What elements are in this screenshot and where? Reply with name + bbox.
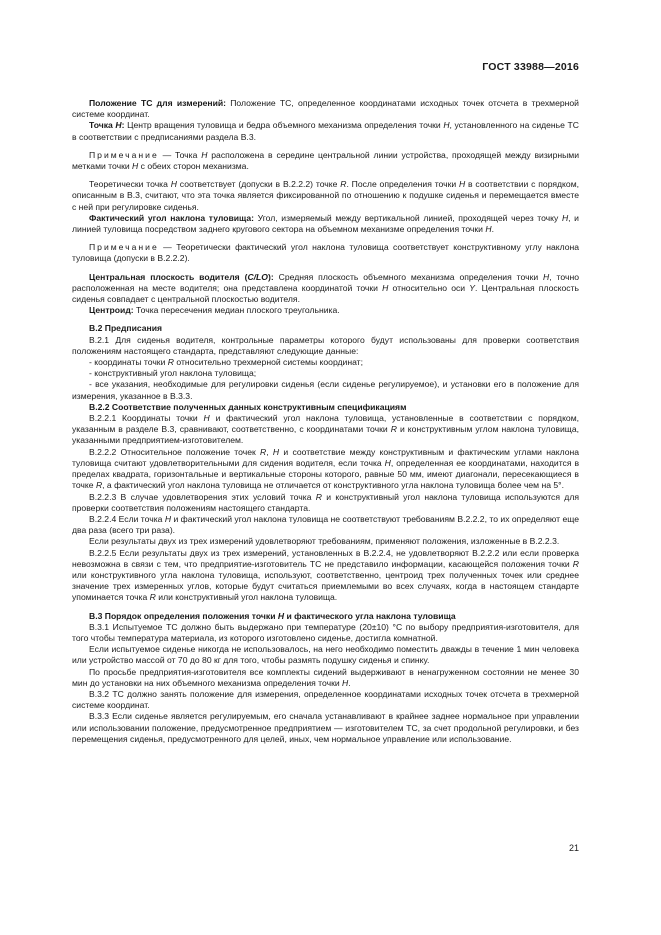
paragraph-b3-2 (72, 689, 579, 711)
text-run: Центроид: (89, 305, 134, 316)
text-run: Центр вращения туловища и бедра объемного механизма определения точки (124, 120, 444, 131)
text-run: H (164, 513, 172, 524)
text-run: : (121, 120, 125, 131)
text-run: Точка пересечения медиан плоского треугольника. (133, 305, 340, 316)
text-run: Y (469, 282, 476, 293)
text-run: R (390, 424, 397, 435)
paragraph-b2-2-3 (72, 492, 579, 514)
definition-actual-torso-angle (72, 213, 579, 235)
text-run: Примечание (89, 149, 159, 160)
text-run: соответствует (допуски в В.2.2.2) точке (176, 179, 341, 190)
paragraph-b2-1 (72, 335, 579, 357)
text-run: - все указания, необходимые для регулировки сиденья (если сиденье регулируемое), и установки его в положение для измерения, указанное в В.3.3. (72, 379, 579, 401)
text-run: . После определения точки (346, 179, 459, 190)
text-run: R (340, 179, 347, 190)
text-run: R (315, 491, 322, 502)
section-heading-b2-2 (72, 402, 579, 413)
text-run: относительно оси (388, 282, 470, 293)
text-run: , а фактический угол наклона туловища не отличается от конструктивного угла наклона туловища более чем на 5°. (102, 480, 564, 491)
text-run: Центральная плоскость водителя ( (89, 271, 248, 282)
text-run: H (443, 120, 450, 131)
text-run: и фактического угла наклона туловища (284, 610, 456, 621)
text-run: и фактический угол наклона туловища не соответствуют требованиям В.2.2.2, то их определяют еще два раза (всего три раза). (72, 513, 580, 536)
definition-centroid (72, 305, 579, 316)
text-run: В.2.1 Для сиденья водителя, контрольные параметры которого будут использованы для проверки соответствия положениям настоящего стандарта, представляют следующие данные: (72, 334, 579, 356)
paragraph-b3-1-seat-use (72, 644, 579, 666)
text-run: В.3 Порядок определения положения точки (89, 610, 278, 621)
paragraph-b2-2-4 (72, 514, 579, 536)
paragraph-b2-2-1 (72, 413, 579, 447)
text-run: R (572, 558, 579, 569)
text-run: . (491, 224, 494, 235)
page-header-standard: ГОСТ 33988—2016 (482, 61, 579, 73)
list-item-design-angle (72, 368, 579, 379)
text-run: H (277, 610, 285, 621)
note-point-h (72, 150, 579, 172)
text-run: R (149, 592, 156, 603)
text-run: H (201, 149, 208, 160)
text-run: — Теоретически фактический угол наклона туловища соответствует конструктивному углу наклона туловища (допуски в В.2.2.2). (72, 242, 579, 264)
text-run: В.3.1 Испытуемое ТС должно быть выдержано при температуре (20±10) °С по выбору предприятия-изготовителя, для того чтобы температура материала, из которого изготовлено сиденье, достигла комнатной. (72, 621, 579, 643)
text-run: Теоретически точка (89, 179, 171, 190)
text-run: Положение ТС, определенное координатами исходных точек отсчета в трехмерной системе координат. (72, 98, 579, 120)
text-run: В.2.2 Соответствие полученных данных конструктивным спецификациям (89, 401, 407, 412)
text-run: Если испытуемое сиденье никогда не использовалось, на него необходимо поместить дважды в течение 1 мин человека или устройство массой от 70 до 80 кг для того, чтобы размять подушку сиденья и спинку. (72, 644, 579, 666)
text-run: с обеих сторон механизма. (138, 161, 249, 172)
text-run: H (382, 282, 389, 293)
text-run: В.2.2.2 Относительное положение точек (89, 446, 261, 457)
text-run: . (348, 677, 351, 688)
text-run: и конструктивным углом наклона туловища, указанными предприятием-изготовителем. (72, 424, 579, 446)
text-run: Если результаты двух из трех измерений удовлетворяют требованиям, применяют положения, изложенные в В.2.2.3. (89, 536, 560, 547)
text-run: в соответствии с порядком, описанным в В.3, считают, что эта точка является фиксированной по отношению к подушке сиденья и перемещается вместе с ней при регулировке сиденья. (72, 179, 579, 212)
text-run: Средняя плоскость объемного механизма определения точки (273, 271, 544, 282)
text-run: H (203, 413, 210, 424)
text-run: , и линией туловища посредством заднего кругового сектора на объемном механизме определения точки (72, 212, 579, 235)
text-run: H (458, 179, 466, 190)
text-run: Примечание (89, 242, 159, 253)
paragraph-theoretical-point (72, 179, 579, 213)
text-run: C/LO (247, 271, 268, 282)
text-run: или конструктивного угла наклона туловища, используют, соответственно, центроид трех полученных точек или среднее значение трех измеренных углов, которые будут считаться приемлемыми во всех случаях, когда в настоящем стандарте упоминается точка (72, 569, 579, 603)
text-run: ): (267, 271, 274, 282)
paragraph-b2-2-5 (72, 548, 579, 604)
text-run: расположена в середине центральной линии устройства, проходящей между визирными метками точки (72, 149, 579, 172)
text-run: В.2.2.5 Если результаты двух из трех измерений, установленных в В.2.2.4, не удовлетворяют В.2.2.2 или если проверка невозможна в связи с тем, что предприятие-изготовитель ТС не представило информации, касающейся положения точки (72, 547, 579, 569)
text-run: H (170, 179, 177, 190)
text-run: В.2 Предписания (89, 323, 163, 334)
text-run: H (115, 120, 122, 131)
definition-measurement-position (72, 98, 579, 120)
paragraph-b3-1 (72, 622, 579, 644)
list-item-r-coordinates (72, 357, 579, 368)
text-run: По просьбе предприятия-изготовителя все комплекты сидений выдерживают в ненагруженном состоянии не менее 30 мин до установки на них объемного механизма определения точки (72, 666, 579, 688)
text-run: , определенная ее координатами, находится в пределах квадрата, горизонтальные и вертикальные стороны которого, равные 50 мм, имеют диагонали, пересекающиеся в точке (72, 457, 580, 491)
text-run: Угол, измеряемый между вертикальной линией, проходящей через точку (254, 212, 562, 223)
text-run: или конструктивный угол наклона туловища. (155, 592, 338, 603)
text-run: , (266, 446, 273, 457)
text-run: , точно расположенная на месте водителя; она представлена координатой точки (72, 271, 579, 293)
text-run: и фактический угол наклона туловища, установленные в соответствии с порядком, указанным в разделе В.3, сравнивают, соответственно, с координатами точки (72, 413, 580, 435)
page-number: 21 (568, 843, 579, 853)
text-run: H (485, 224, 492, 235)
text-run: R (95, 480, 103, 491)
text-run: R (167, 357, 174, 368)
section-heading-b3 (72, 611, 579, 622)
definition-point-h (72, 120, 579, 142)
note-torso-angle (72, 242, 579, 264)
text-run: В.2.2.1 Координаты точки (89, 413, 204, 424)
text-run: H (543, 271, 550, 282)
text-run: В.3.2 ТС должно занять положение для измерения, определенное координатами исходных точек отсчета в трехмерной системе координат. (72, 688, 579, 711)
section-heading-b2 (72, 323, 579, 334)
text-run: В.2.2.4 Если точка (89, 513, 165, 524)
text-run: H (272, 446, 280, 457)
text-run: H (132, 161, 139, 172)
text-run: и конструктивный угол наклона туловища используются для проверки соответствия положениям настоящего стандарта. (72, 491, 579, 513)
paragraph-b3-1-request (72, 667, 579, 689)
text-run: R (260, 446, 267, 457)
text-run: . Центральная плоскость сиденья совпадает с центральной плоскостью водителя. (72, 282, 579, 305)
paragraph-b2-2-4-cont (72, 536, 579, 547)
text-run: H (342, 677, 349, 688)
text-run: Точка (89, 120, 116, 131)
list-item-adjustment (72, 379, 579, 401)
text-run: — Точка (158, 149, 202, 160)
text-run: H (384, 457, 391, 468)
text-run: , установленного на сиденье ТС в соответствии с предписаниями раздела В.3. (72, 120, 579, 142)
definition-driver-center-plane (72, 272, 579, 306)
text-run: H (561, 212, 569, 223)
text-run: Фактический угол наклона туловища: (89, 212, 255, 223)
document-body (72, 98, 579, 745)
text-run: относительно трехмерной системы координат; (173, 357, 363, 368)
text-run: Положение ТС для измерений: (89, 98, 226, 108)
paragraph-b3-3 (72, 711, 579, 745)
text-run: и соответствие между конструктивным и фактическим углами наклона туловища считают удовлетворительными для сидения водителя, если точка (72, 446, 579, 468)
text-run: В.2.2.3 В случае удовлетворения этих условий точка (89, 491, 316, 502)
text-run: В.3.3 Если сиденье является регулируемым, его сначала устанавливают в крайнее заднее нормальное при управлении или использовании положение, предусмотренное предприятием — изготовителем ТС, за счет продольной регулировки, и без перемещения сиденья, предусмотренного для целей, иных, чем нормальное управление или использование. (72, 711, 579, 744)
text-run: - конструктивный угол наклона туловища; (89, 368, 257, 379)
paragraph-b2-2-2 (72, 447, 579, 492)
text-run: - координаты точки (89, 357, 168, 368)
